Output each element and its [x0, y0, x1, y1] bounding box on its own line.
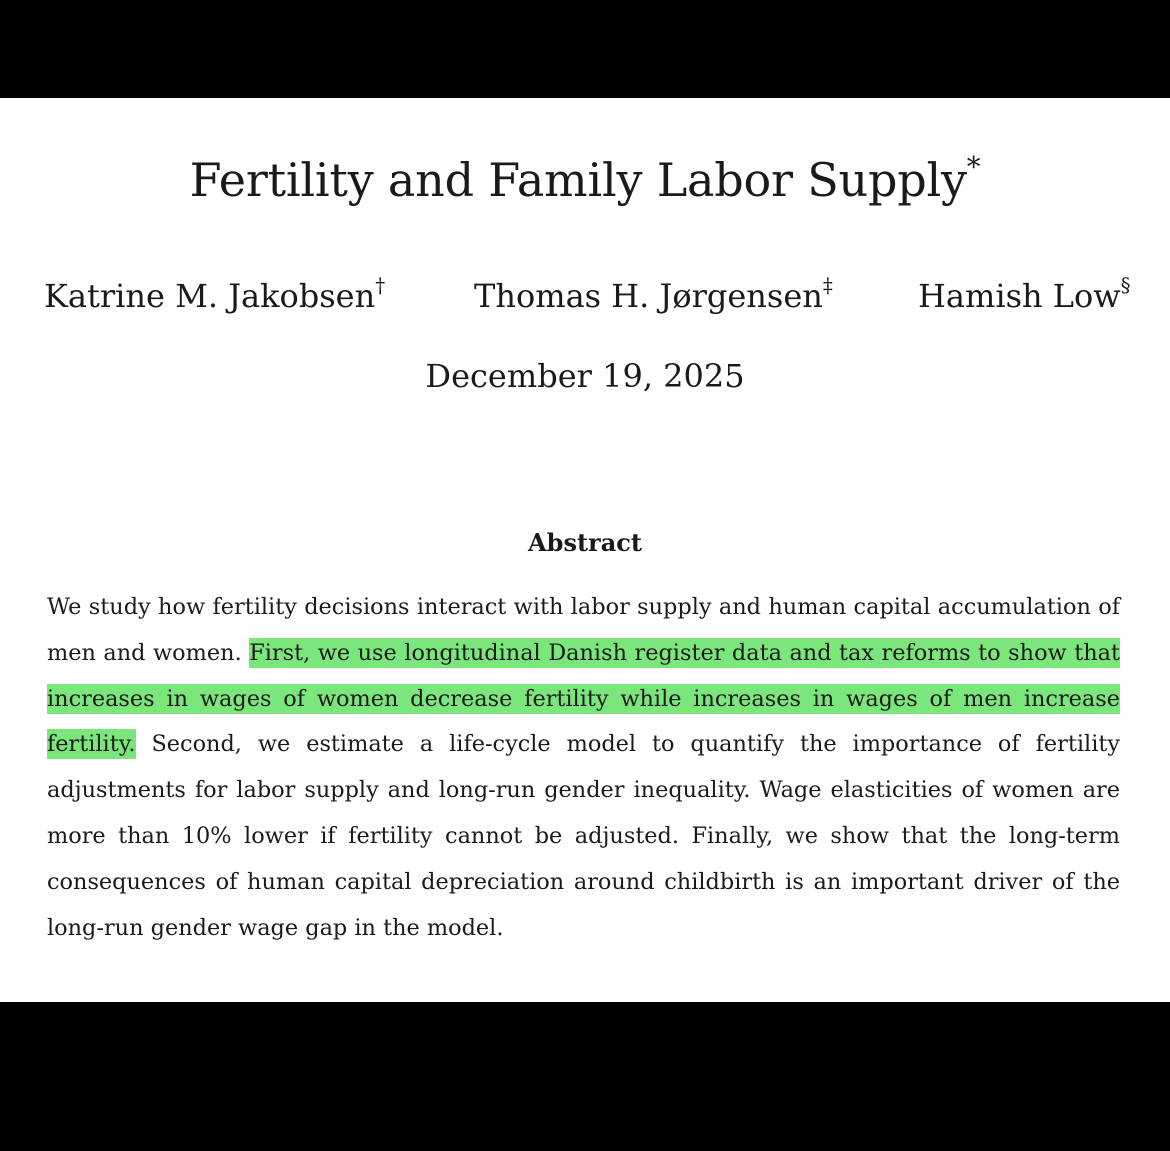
paper-title-text: Fertility and Family Labor Supply	[189, 153, 967, 207]
author-1	[44, 274, 385, 318]
author-3-name: Hamish Low	[918, 277, 1121, 315]
author-2-name: Thomas H. Jørgensen	[474, 277, 823, 315]
abstract-text	[47, 585, 1120, 951]
top-black-bar	[0, 0, 1170, 98]
author-3	[918, 274, 1131, 318]
title-footnote-mark: *	[966, 150, 981, 184]
bottom-black-bar	[0, 1002, 1170, 1151]
paper-date: December 19, 2025	[425, 357, 745, 395]
abstract-part-1: We study how fertility decisions interact with labor supply and human capital accumulation of men and women.	[47, 594, 1120, 666]
abstract-highlighted-sentence: First, we use longitudinal Danish register data and tax reforms to show that increases in wages of women decrease fertility while increases in wages of men increase fertility.	[47, 639, 1120, 758]
author-2-mark: ‡	[822, 274, 833, 298]
abstract-heading: Abstract	[528, 528, 642, 557]
author-1-name: Katrine M. Jakobsen	[44, 277, 376, 315]
paper-title	[0, 150, 1170, 210]
paper-page	[0, 98, 1170, 1002]
author-3-mark: §	[1120, 274, 1131, 298]
author-1-mark: †	[375, 274, 386, 298]
abstract-part-2: Second, we estimate a life-cycle model to quantify the importance of fertility adjustments for labor supply and long-run gender inequality. Wage elasticities of women are more than 10% lower if fertility cannot be adjusted. Finally, we show that the long-term consequences of human capital depreciation around childbirth is an important driver of the long-run gender wage gap in the model.	[47, 731, 1120, 941]
author-2	[474, 274, 833, 318]
